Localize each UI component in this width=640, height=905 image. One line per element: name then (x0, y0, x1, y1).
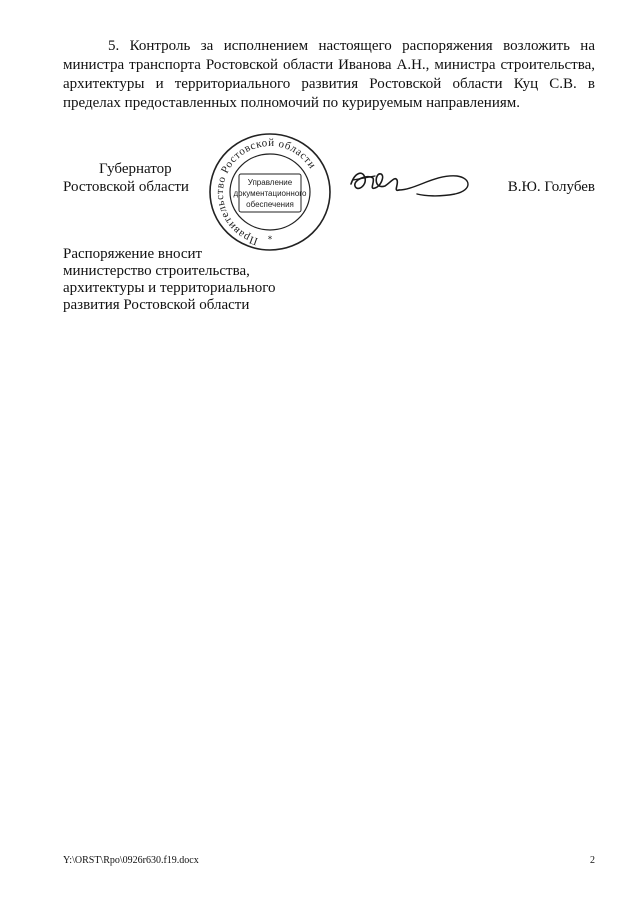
submitter-line1: Распоряжение вносит (63, 246, 203, 262)
footer-file-path: Y:\ORST\Rpo\0926r630.f19.docx (63, 855, 199, 866)
seal-outer-text: Правительство Ростовской области (213, 136, 319, 248)
footer-page-number: 2 (590, 855, 595, 866)
seal-star-icon: * (267, 235, 273, 245)
governor-name: В.Ю. Голубев (507, 179, 595, 195)
seal-inner-line1: Управление (247, 178, 293, 187)
governor-region: Ростовской области (63, 179, 189, 195)
governor-title: Губернатор (99, 161, 172, 177)
control-paragraph: 5. Контроль за исполнением настоящего распоряжения возложить на министра транспорта Ростовской области Иванова А.Н., министра строительства, архитектуры и территориального развития Ростовской области Куц С.В. в пределах предоставленных полномочий по курируемым направлениям. (63, 38, 595, 111)
handwritten-signature (345, 160, 475, 206)
seal-inner-line2: документационного (233, 189, 307, 198)
submitter-line2: министерство строительства, (63, 263, 250, 279)
submitter-block (63, 246, 276, 314)
submitter-line3: архитектуры и территориального (63, 280, 276, 296)
official-seal (205, 130, 335, 254)
submitter-line4: развития Ростовской области (63, 297, 250, 313)
seal-inner-line3: обеспечения (246, 200, 294, 209)
